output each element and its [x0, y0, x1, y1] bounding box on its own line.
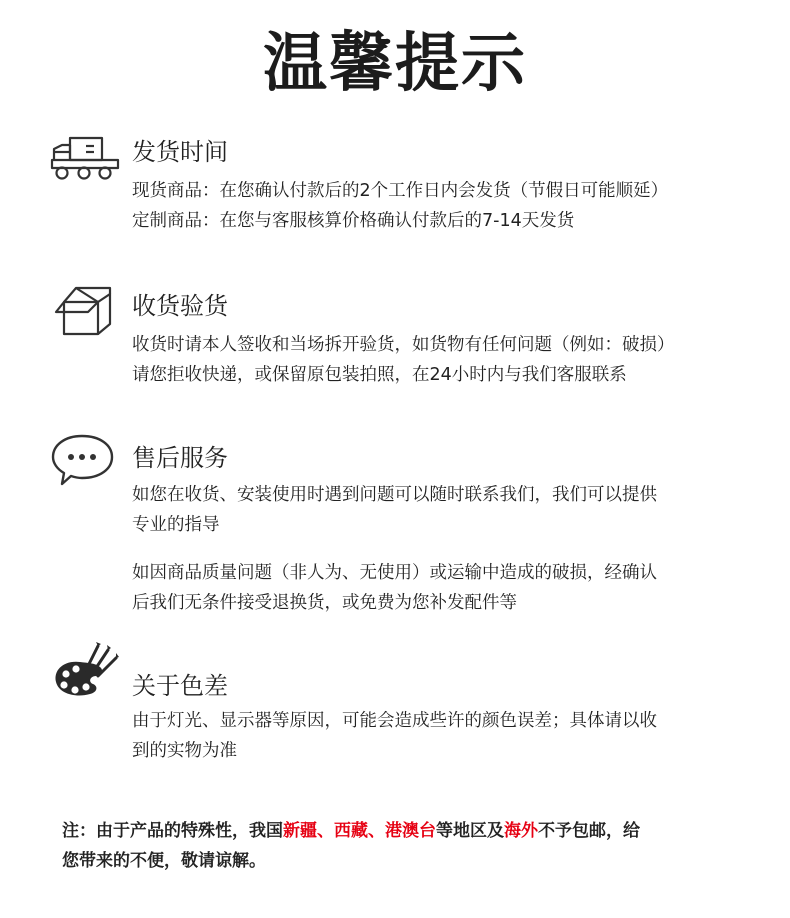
body-line: 如因商品质量问题（非人为、无使用）或运输中造成的破损，经确认: [132, 563, 657, 583]
note-region: 海外: [504, 821, 538, 841]
body-line: 收货时请本人签收和当场拆开验货，如货物有任何问题（例如：破损）: [132, 335, 675, 355]
section-body: [132, 330, 772, 390]
note-separator: 、: [317, 821, 334, 841]
section-heading: 售后服务: [132, 444, 228, 472]
note-region: 港澳台: [385, 821, 436, 841]
body-line: 定制商品：在您与客服核算价格确认付款后的7-14天发货: [132, 211, 575, 231]
shipping-note: [62, 816, 752, 876]
body-line: 专业的指导: [132, 515, 220, 535]
section-receiving: [50, 282, 760, 392]
section-color-difference: [50, 640, 760, 770]
note-text: 不予包邮，给: [538, 821, 640, 841]
page-title: 温馨提示: [263, 27, 527, 101]
note-region: 新疆: [283, 821, 317, 841]
body-line: 请您拒收快递，或保留原包装拍照，在24小时内与我们客服联系: [132, 365, 627, 385]
chat-bubble-icon: [50, 432, 122, 492]
note-text: 等地区及: [436, 821, 504, 841]
section-heading: 关于色差: [132, 672, 228, 700]
body-line: 后我们无条件接受退换货，或免费为您补发配件等: [132, 593, 517, 613]
section-after-sales: [50, 432, 760, 622]
note-line-1: [62, 816, 752, 846]
note-separator: 、: [368, 821, 385, 841]
section-heading: 发货时间: [132, 138, 228, 166]
body-line: 现货商品：在您确认付款后的2个工作日内会发货（节假日可能顺延）: [132, 181, 669, 201]
paint-palette-icon: [50, 640, 122, 704]
section-body: [132, 480, 772, 618]
section-body: [132, 176, 772, 236]
body-line: 如您在收货、安装使用时遇到问题可以随时联系我们，我们可以提供: [132, 485, 657, 505]
body-line: 到的实物为准: [132, 741, 237, 761]
note-text: 注：由于产品的特殊性，我国: [62, 821, 283, 841]
box-icon: [50, 282, 122, 342]
note-line-2: 您带来的不便，敬请谅解。: [62, 851, 266, 871]
truck-icon: [50, 132, 122, 192]
section-shipping-time: [50, 128, 760, 238]
note-region: 西藏: [334, 821, 368, 841]
section-heading: 收货验货: [132, 292, 228, 320]
section-body: [132, 706, 772, 766]
body-line: 由于灯光、显示器等原因，可能会造成些许的颜色误差；具体请以收: [132, 711, 657, 731]
